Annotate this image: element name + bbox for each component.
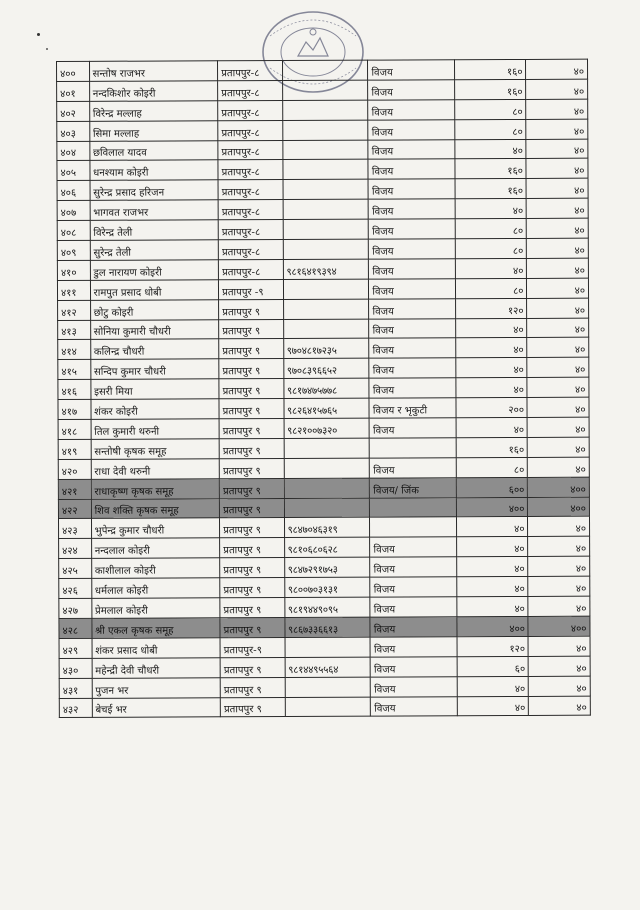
name-cell: डुल नारायण कोइरी [90,260,219,280]
speck [37,33,40,36]
quantity-cell: १६० [455,159,526,179]
address-cell: प्रतापपुर ९ [219,478,283,498]
address-cell: प्रतापपुर ९ [220,518,284,538]
seed-variety-cell: विजय [368,60,455,80]
name-cell: शंकर कोइरी [91,399,220,419]
phone-cell [282,80,368,100]
table-row [57,238,588,260]
seed-variety-cell [370,497,457,517]
quantity-cell: ८० [456,219,527,239]
address-cell: प्रतापपुर ९ [220,598,284,618]
name-cell: सन्तोषी कृषक समूह [91,439,220,459]
seed-variety-cell: विजय [368,119,455,139]
quantity-cell: ४० [456,358,527,378]
table-row [57,258,588,280]
amount-cell: ४० [528,576,590,596]
address-cell: प्रतापपुर-८ [218,200,282,220]
quantity-cell: १६० [457,437,528,457]
phone-cell: ९८६७३३६६१३ [284,617,370,637]
name-cell: सोनिया कुमारी चौधरी [90,319,219,339]
address-cell: प्रतापपुर-९ [220,637,284,657]
seed-variety-cell: विजय [370,537,457,557]
address-cell: प्रतापपुर ९ [220,578,284,598]
table-row [59,636,590,658]
quantity-cell: १२० [456,298,527,318]
serial-number-cell: ४०२ [57,101,90,121]
phone-cell [283,219,369,239]
quantity-cell: ४० [455,199,526,219]
quantity-cell: ४० [456,378,527,398]
phone-cell [283,299,369,319]
table-row [57,218,588,240]
quantity-cell: ४० [456,258,527,278]
table-row [57,278,588,300]
table-row [58,517,589,539]
phone-cell [285,697,371,717]
address-cell: प्रतापपुर-८ [218,100,282,120]
address-cell: प्रतापपुर-८ [218,220,282,240]
speck [46,48,48,50]
seed-variety-cell: विजय र भृकुटी [369,398,456,418]
address-cell: प्रतापपुर ९ [219,319,283,339]
phone-cell [284,478,370,498]
quantity-cell: १६० [455,179,526,199]
table-row [58,437,589,459]
serial-number-cell: ४०१ [57,81,90,101]
amount-cell: ४०० [528,477,590,497]
seed-variety-cell [370,438,457,458]
amount-cell: ४० [529,676,591,696]
serial-number-cell: ४३० [59,658,92,678]
address-cell: प्रतापपुर -९ [219,279,283,299]
seed-variety-cell: विजय [371,676,458,696]
quantity-cell: ४०० [457,497,528,517]
phone-cell [282,140,368,160]
seed-variety-cell: विजय [370,656,457,676]
amount-cell: ४० [527,318,589,338]
quantity-cell: २०० [456,398,527,418]
address-cell: प्रतापपुर ९ [220,657,284,677]
address-cell: प्रतापपुर ९ [220,677,284,697]
table-row [59,616,590,638]
name-cell: कलिन्द्र चौधरी [90,339,219,359]
serial-number-cell: ४०५ [57,161,90,181]
amount-cell: ४० [528,537,590,557]
amount-cell: ४० [527,179,589,199]
amount-cell: ४० [527,218,589,238]
seed-variety-cell: विजय [369,378,456,398]
seed-variety-cell: विजय [369,338,456,358]
name-cell: सुरेन्द्र प्रसाद हरिजन [90,180,219,200]
table-row [57,198,588,220]
quantity-cell: ८० [456,238,527,258]
table-row [57,79,588,101]
name-cell: काशीलाल कोइरी [91,558,220,578]
serial-number-cell: ४२९ [59,638,92,658]
amount-cell: ४० [526,139,588,159]
quantity-cell: १६० [455,79,526,99]
table-row [58,358,589,380]
phone-cell [283,199,369,219]
table-row [59,576,590,598]
name-cell: विरेन्द्र मल्लाह [89,101,218,121]
amount-cell: ४० [526,79,588,99]
serial-number-cell: ४२० [58,459,91,479]
quantity-cell: ४० [457,596,528,616]
seed-variety-cell: विजय [370,577,457,597]
phone-cell [282,120,368,140]
serial-number-cell: ४१५ [58,360,91,380]
serial-number-cell: ४१८ [58,419,91,439]
name-cell: महेन्द्री देवी चौधरी [92,658,221,678]
serial-number-cell: ४१४ [58,340,91,360]
amount-cell: ४० [527,198,589,218]
quantity-cell: ८० [455,99,526,119]
address-cell: प्रतापपुर-८ [218,180,282,200]
address-cell: प्रतापपुर ९ [220,617,284,637]
amount-cell: ४० [528,636,590,656]
seed-variety-cell: विजय [370,637,457,657]
address-cell: प्रतापपुर ९ [220,697,284,717]
serial-number-cell: ४३१ [59,678,92,698]
serial-number-cell: ४१९ [58,439,91,459]
name-cell: राधा देवी थरुनी [91,459,220,479]
phone-cell [282,160,368,180]
phone-cell [284,458,370,478]
address-cell: प्रतापपुर-८ [218,61,282,81]
address-cell: प्रतापपुर ९ [220,498,284,518]
seed-variety-cell: विजय [369,279,456,299]
name-cell: सिमा मल्लाह [89,120,218,140]
address-cell: प्रतापपुर-८ [218,160,282,180]
table-row [58,397,589,419]
phone-cell: ९७०८३९६६५२ [283,358,369,378]
table-row [58,457,589,479]
serial-number-cell: ४२२ [58,499,91,519]
phone-cell [285,677,371,697]
phone-cell [283,319,369,339]
name-cell: छविलाल यादव [89,140,218,160]
name-cell: सन्दिप कुमार चौधरी [90,359,219,379]
table-row [58,338,589,360]
phone-cell: ९८४७०४६३१९ [284,518,370,538]
quantity-cell: ८० [457,457,528,477]
seed-variety-cell: विजय [371,696,458,716]
table-row [58,318,589,340]
phone-cell [283,239,369,259]
quantity-cell: ६०० [457,477,528,497]
quantity-cell: ४० [457,517,528,537]
amount-cell: ४० [527,397,589,417]
serial-number-cell: ४१३ [58,320,91,340]
name-cell: शंकर प्रसाद धोबी [92,638,221,658]
phone-cell: ९८२१००७३२० [284,418,370,438]
seed-variety-cell: विजय [368,179,455,199]
quantity-cell: ६० [457,656,528,676]
phone-cell: ९८००७०३१३१ [284,577,370,597]
serial-number-cell: ४२७ [59,598,92,618]
table-row [59,596,590,618]
seed-variety-cell: विजय [369,239,456,259]
table-row [58,298,589,320]
table-row [57,59,588,81]
seed-variety-cell: विजय [368,100,455,120]
phone-cell: ९८१०६८०६२८ [284,538,370,558]
amount-cell: ४० [527,278,589,298]
table-row [57,159,588,181]
seed-variety-cell [370,517,457,537]
quantity-cell: १६० [455,59,526,79]
amount-cell: ४० [528,437,590,457]
address-cell: प्रतापपुर-८ [219,259,283,279]
table-row [58,417,589,439]
name-cell: भुपेन्द्र कुमार चौधरी [91,518,220,538]
amount-cell: ४०० [528,497,590,517]
amount-cell: ४० [526,99,588,119]
serial-number-cell: ४०४ [57,141,90,161]
serial-number-cell: ४०६ [57,181,90,201]
amount-cell: ४०० [528,616,590,636]
table-row [58,377,589,399]
quantity-cell: १२० [457,636,528,656]
amount-cell: ४० [527,298,589,318]
seed-variety-cell: विजय [368,80,455,100]
quantity-cell: ४० [457,577,528,597]
quantity-cell: ४० [457,537,528,557]
amount-cell: ४० [527,338,589,358]
name-cell: शिव शक्ति कृषक समूह [91,498,220,518]
phone-cell: ९७०४८१७२३५ [283,339,369,359]
phone-cell [282,100,368,120]
amount-cell: ४० [526,159,588,179]
name-cell: श्री एकल कृषक समूह [92,618,221,638]
amount-cell: ४० [528,417,590,437]
address-cell: प्रतापपुर ९ [219,438,283,458]
serial-number-cell: ४०३ [57,121,90,141]
table-row [57,99,588,121]
serial-number-cell: ४२१ [58,479,91,499]
table-row [58,477,589,499]
name-cell: बेचई भर [92,697,221,717]
name-cell: धर्मलाल कोइरी [91,578,220,598]
serial-number-cell: ४१६ [58,380,91,400]
name-cell: सन्तोष राजभर [89,61,218,81]
name-cell: नन्दकिशोर कोइरी [89,81,218,101]
table-row [59,656,590,678]
serial-number-cell: ४०७ [57,201,90,221]
serial-number-cell: ४०९ [57,240,90,260]
table-body [57,59,591,718]
amount-cell: ४० [529,656,591,676]
seed-variety-cell: विजय [368,199,455,219]
amount-cell: ४० [526,59,588,79]
phone-cell [282,60,368,80]
amount-cell: ४० [529,696,591,716]
name-cell: भागवत राजभर [90,200,219,220]
quantity-cell: ४० [457,557,528,577]
name-cell: इसरी मिया [90,379,219,399]
table-row [59,676,590,698]
serial-number-cell: ४२३ [58,519,91,539]
serial-number-cell: ४२६ [59,579,92,599]
seed-variety-cell: विजय [369,298,456,318]
amount-cell: ४० [528,517,590,537]
seed-variety-cell: विजय [369,358,456,378]
phone-cell [285,637,371,657]
phone-cell: ९८१६४१९३९४ [283,259,369,279]
name-cell: राधाकृष्ण कृषक समूह [91,478,220,498]
name-cell: नन्दलाल कोइरी [91,538,220,558]
table-row [59,537,590,559]
name-cell: विरेन्द्र तेली [90,220,219,240]
address-cell: प्रतापपुर ९ [219,419,283,439]
address-cell: प्रतापपुर-८ [218,240,282,260]
seed-variety-cell: विजय [369,219,456,239]
seed-variety-cell: विजय [370,617,457,637]
serial-number-cell: ४०० [57,61,90,81]
seed-variety-cell: विजय [368,159,455,179]
table-row [57,179,588,201]
serial-number-cell: ४२८ [59,618,92,638]
amount-cell: ४० [527,377,589,397]
quantity-cell: ४० [455,139,526,159]
amount-cell: ४० [528,556,590,576]
address-cell: प्रतापपुर ९ [220,558,284,578]
name-cell: तिल कुमारी थरुनी [91,419,220,439]
seed-variety-cell: विजय [370,597,457,617]
seed-variety-cell: विजय/ जिंक [370,477,457,497]
serial-number-cell: ४१२ [58,300,91,320]
phone-cell: ९८१४४९५५६४ [285,657,371,677]
phone-cell: ९८१९४४९०९५ [284,597,370,617]
seed-variety-cell: विजय [369,418,456,438]
table-row [58,497,589,519]
name-cell: सुरेन्द्र तेली [90,240,219,260]
phone-cell: ९८४७२९१७५३ [284,557,370,577]
address-cell: प्रतापपुर-८ [218,120,282,140]
serial-number-cell: ४२४ [59,539,92,559]
name-cell: धनश्याम कोइरी [90,160,219,180]
quantity-cell: ४० [456,318,527,338]
address-cell: प्रतापपुर-८ [218,80,282,100]
phone-cell [283,279,369,299]
quantity-cell: ४० [458,696,529,716]
seed-variety-cell: विजय [370,557,457,577]
serial-number-cell: ४१७ [58,399,91,419]
quantity-cell: ८० [456,278,527,298]
table-row [59,696,590,718]
serial-number-cell: ४११ [57,280,90,300]
serial-number-cell: ४२५ [59,559,92,579]
serial-number-cell: ४१० [57,260,90,280]
amount-cell: ४० [527,258,589,278]
amount-cell: ४० [528,457,590,477]
table-row [59,556,590,578]
serial-number-cell: ४०८ [57,220,90,240]
seed-variety-cell: विजय [369,259,456,279]
address-cell: प्रतापपुर ९ [219,359,283,379]
name-cell: प्रेमलाल कोइरी [91,598,220,618]
quantity-cell: ४० [456,338,527,358]
address-cell: प्रतापपुर ९ [219,339,283,359]
phone-cell [283,179,369,199]
seed-variety-cell: विजय [370,458,457,478]
table-row [57,139,588,161]
address-cell: प्रतापपुर ९ [219,379,283,399]
address-cell: प्रतापपुर ९ [219,458,283,478]
name-cell: रामपुत प्रसाद धोबी [90,280,219,300]
address-cell: प्रतापपुर ९ [219,299,283,319]
phone-cell [284,438,370,458]
amount-cell: ४० [528,596,590,616]
quantity-cell: ४० [458,676,529,696]
seed-variety-cell: विजय [369,318,456,338]
amount-cell: ४० [527,238,589,258]
name-cell: पुजन भर [92,677,221,697]
amount-cell: ४० [526,119,588,139]
address-cell: प्रतापपुर-८ [218,140,282,160]
serial-number-cell: ४३२ [59,698,92,718]
quantity-cell: ४० [456,417,527,437]
phone-cell: ९८१७४७५७७८ [283,378,369,398]
name-cell: छोटु कोइरी [90,299,219,319]
table-row [57,119,588,141]
address-cell: प्रतापपुर ९ [220,538,284,558]
address-cell: प्रतापपुर ९ [219,399,283,419]
phone-cell: ९८२६४१५७६५ [283,398,369,418]
seed-variety-cell: विजय [368,139,455,159]
amount-cell: ४० [527,358,589,378]
quantity-cell: ४०० [457,616,528,636]
quantity-cell: ८० [455,119,526,139]
beneficiary-table [56,59,591,719]
phone-cell [284,498,370,518]
